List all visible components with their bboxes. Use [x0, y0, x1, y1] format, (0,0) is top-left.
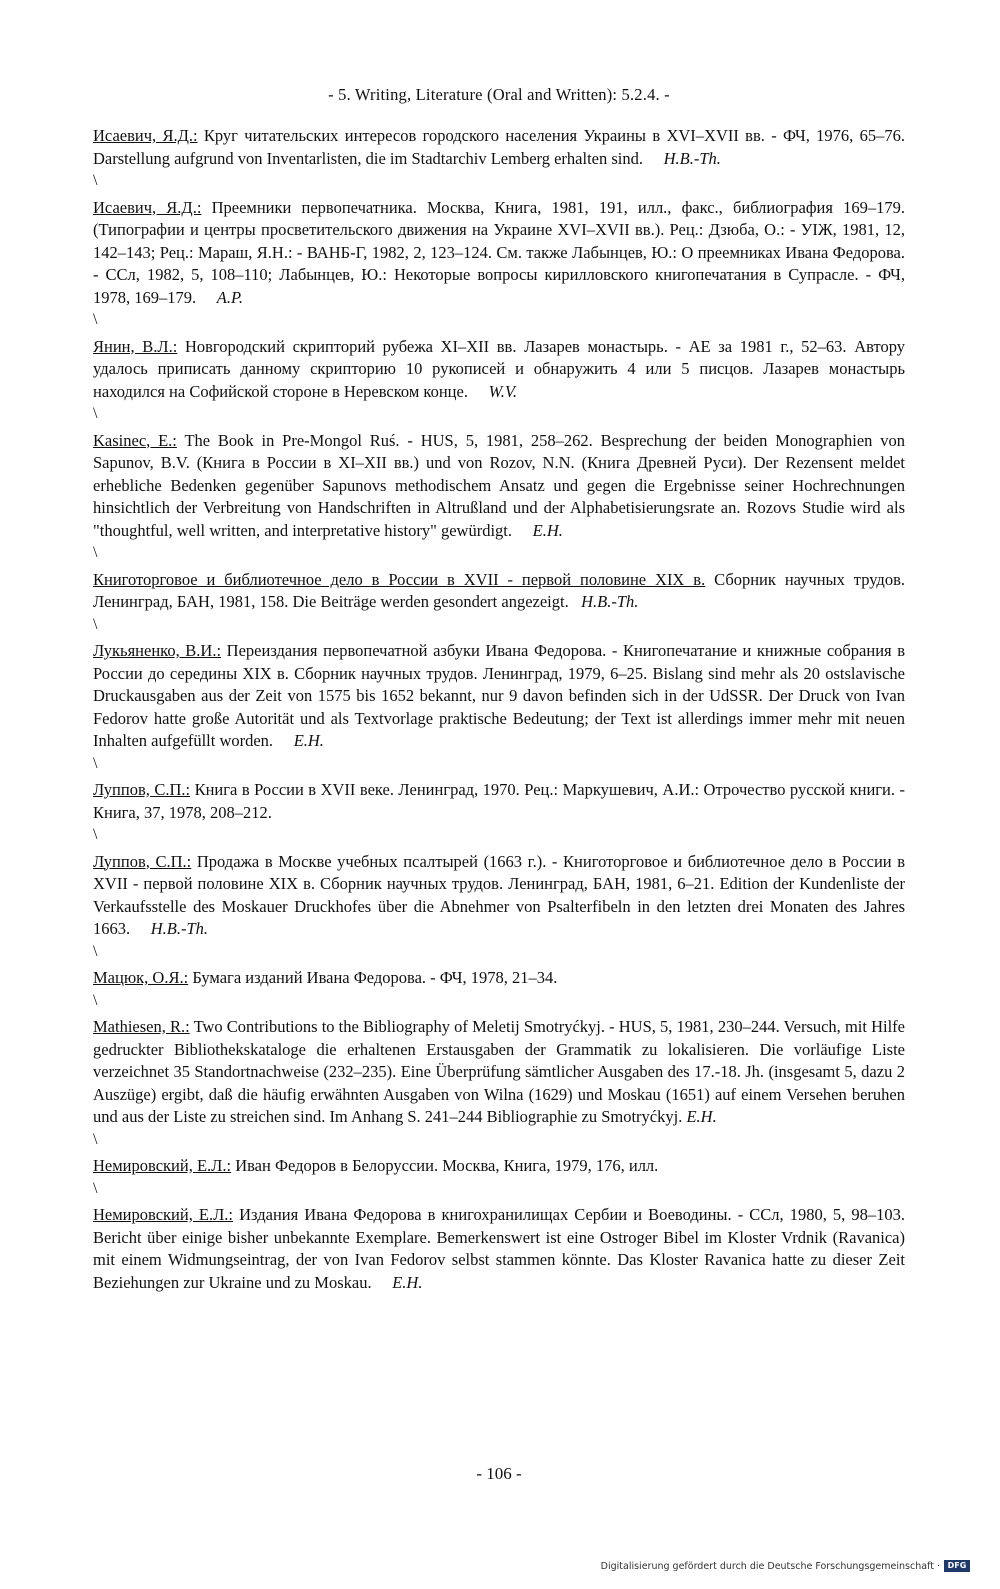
entry-author: Исаевич, Я.Д.:: [93, 197, 202, 217]
entry-separator: \: [93, 311, 98, 328]
bibliography-entry: [93, 1016, 905, 1129]
entry-separator: \: [93, 615, 98, 633]
entry-text: Книга в России в XVII веке. Ленинград, 1970. Рец.: Маркушевич, А.И.: Отрочество русской книги. - Книга, 37, 1978, 208–212.: [93, 780, 905, 822]
footer-text: Digitalisierung gefördert durch die Deutsche Forschungsgemeinschaft ·: [600, 1560, 940, 1572]
bibliography-entry: [93, 779, 905, 824]
bibliography-entry: [93, 569, 905, 614]
bibliography-entry: [93, 197, 905, 310]
entry-separator: \: [93, 405, 98, 422]
entry-text: Переиздания первопечатной азбуки Ивана Федорова. - Книгопечатание и книжные собрания в России до середины XIX в. Сборник научных трудов. Ленинград, 1979, 6–25. Bislang sind mehr als 20 ostslavische Druckausgaben aus der Zeit von 1575 bis 1652 bekannt, nur 9 davon befinden sich in der UdSSR. Der Druck von Ivan Fedorov hatte große Autorität und als Textvorlage praktische Bedeutung; der Text ist allerdings immer mehr mit neuen Inhalten aufgefüllt worden.: [93, 641, 906, 750]
entry-text: Новгородский скрипторий рубежа XI–XII вв. Лазарев монастырь. - АЕ за 1981 г., 52–63. Автору удалось приписать данному скрипторию 10 рукописей и обнаружить 4 или 5 писцов. Лазарев монастырь находился на Софийской стороне в Неревском конце.: [93, 336, 906, 401]
entry-text: Издания Ивана Федорова в книгохранилищах Сербии и Воеводины. - ССл, 1980, 5, 98–103. Bericht über einige bisher unbekannte Exemplare. Bemerkenswert ist eine Ostroger Bibel im Kloster Vrdnik (Ravanica) mit einem Widmungseintrag, der von Ivan Fedorov selbst stammen könnte. Das Kloster Ravanica hatte zu dieser Zeit Beziehungen zur Ukraine und zu Moskau.: [93, 1205, 906, 1292]
entry-separator: \: [93, 826, 98, 843]
entry-separator: \: [93, 172, 98, 189]
bibliography-list: [93, 125, 905, 1294]
entry-text: Иван Федоров в Белоруссии. Москва, Книга, 1979, 176, илл.: [235, 1156, 659, 1175]
entry-reviewer: E.H.: [686, 1107, 717, 1126]
entry-separator: \: [93, 942, 98, 960]
entry-text: Преемники первопечатника. Москва, Книга, 1981, 191, илл., факс., библиография 169–179. (Типографии и центры просветительского движения на Украине XVI–XVII вв.). Рец.: Дзюба, О.: - УІЖ, 1981, 12, 142–143; Рец.: Мараш, Я.Н.: - ВАНБ-Г, 1982, 2, 123–124. См. также Лабынцев, Ю.: О преемниках Ивана Федорова. - ССл, 1982, 5, 108–110; Лабынцев, Ю.: Некоторые вопросы кирилловского книгопечатания в Супрасле. - ФЧ, 1978, 169–179.: [93, 197, 905, 307]
entry-text: Two Contributions to the Bibliography of Meletij Smotryćkyj. - HUS, 5, 1981, 230–244. Versuch, mit Hilfe gedruckter Bibliothekskataloge die erhaltenen Erstausgaben der Grammatik zu lokalisieren. Die vorläufige Liste verzeichnet 35 Standortnachweise (232–235). Eine Überprüfung sämtlicher Ausgaben des 17.-18. Jh. (insgesamt 5, dazu 2 Auszüge) ergibt, daß die häufig erwähnten Ausgaben von Wilna (1629) und Moskau (1651) auf einem Versehen beruhen und aus der Liste zu streichen sind. Im Anhang S. 241–244 Bibliographie zu Smotryćkyj.: [93, 1017, 905, 1126]
entry-author: Луппов, С.П.:: [93, 851, 192, 871]
entry-text: Продажа в Москве учебных псалтырей (1663 г.). - Книготорговое и библиотечное дело в России в XVII - первой половине XIX в. Сборник научных трудов. Ленинград, БАН, 1981, 6–21. Edition der Kundenliste der Verkaufsstelle des Moskauer Druckhofes über die Abnehmer von Psalterfibeln in den letzten drei Monaten des Jahres 1663.: [93, 851, 906, 938]
entry-text: Бумага изданий Ивана Федорова. - ФЧ, 1978, 21–34.: [192, 968, 558, 987]
entry-author: Немировский, Е.Л.:: [93, 1156, 232, 1175]
entry-title: Книготорговое и библиотечное дело в России в XVII - первой половине XIX в.: [93, 569, 706, 589]
entry-reviewer: A.P.: [216, 287, 244, 307]
bibliography-entry: [93, 125, 905, 170]
page-number: - 106 -: [476, 1464, 522, 1483]
entry-separator: \: [93, 754, 98, 772]
entry-author: Немировский, Е.Л.:: [93, 1205, 234, 1224]
entry-reviewer: H.B.-Th.: [581, 592, 639, 611]
bibliography-entry: [93, 851, 905, 941]
entry-author: Mathiesen, R.:: [93, 1017, 190, 1036]
entry-separator: \: [93, 1179, 98, 1197]
entry-reviewer: W.V.: [488, 381, 518, 401]
entry-author: Kasinec, E.:: [93, 430, 177, 450]
document-page: [93, 0, 905, 1589]
dfg-logo-icon: DFG: [944, 1560, 970, 1572]
entry-reviewer: H.B.-Th.: [150, 919, 209, 938]
bibliography-entry: [93, 640, 905, 753]
entry-text: Сборник научных трудов. Ленинград, БАН, 1981, 158. Die Beiträge werden gesondert angezeigt.: [93, 569, 905, 611]
bibliography-entry: [93, 430, 905, 543]
entry-author: Исаевич, Я.Д.:: [93, 126, 198, 145]
entry-reviewer: E.H.: [392, 1272, 423, 1292]
entry-separator: \: [93, 544, 98, 561]
entry-text: The Book in Pre-Mongol Ruś. - HUS, 5, 1981, 258–262. Besprechung der beiden Monographien von Sapunov, B.V. (Книга в России в XI–XII вв.) und von Rozov, N.N. (Книга Древней Руси). Der Rezensent meldet erhebliche Bedenken gegenüber Sapunovs methodischem Ansatz und gegen die Ergebnisse seiner Hochrechnungen hinsichtlich der Verbreitung von Handschriften in Altrußland und der Alphabetisierungsrate an. Rozovs Studie wird als "thoughtful, well written, and interpretative history" gewürdigt.: [93, 430, 905, 540]
bibliography-entry: [93, 967, 905, 990]
entry-reviewer: E.H.: [532, 520, 563, 540]
entry-reviewer: E.H.: [293, 731, 324, 750]
bibliography-entry: [93, 336, 905, 404]
entry-author: Янин, В.Л.:: [93, 336, 178, 356]
entry-author: Мацюк, О.Я.:: [93, 968, 189, 987]
entry-author: Луппов, С.П.:: [93, 780, 191, 799]
entry-author: Лукьяненко, В.И.:: [93, 641, 222, 660]
entry-text: Круг читательских интересов городского населения Украины в XVI–XVII вв. - ФЧ, 1976, 65–76. Darstellung aufgrund von Inventarlisten, die im Stadtarchiv Lemberg erhalten sind.: [93, 126, 906, 168]
digitization-footer: [601, 1560, 970, 1572]
bibliography-entry: [93, 1155, 905, 1178]
entry-separator: \: [93, 1130, 98, 1148]
entry-reviewer: H.B.-Th.: [663, 148, 721, 168]
entry-separator: \: [93, 991, 98, 1009]
bibliography-entry: [93, 1204, 905, 1294]
running-header: - 5. Writing, Literature (Oral and Written): 5.2.4. -: [328, 85, 670, 104]
